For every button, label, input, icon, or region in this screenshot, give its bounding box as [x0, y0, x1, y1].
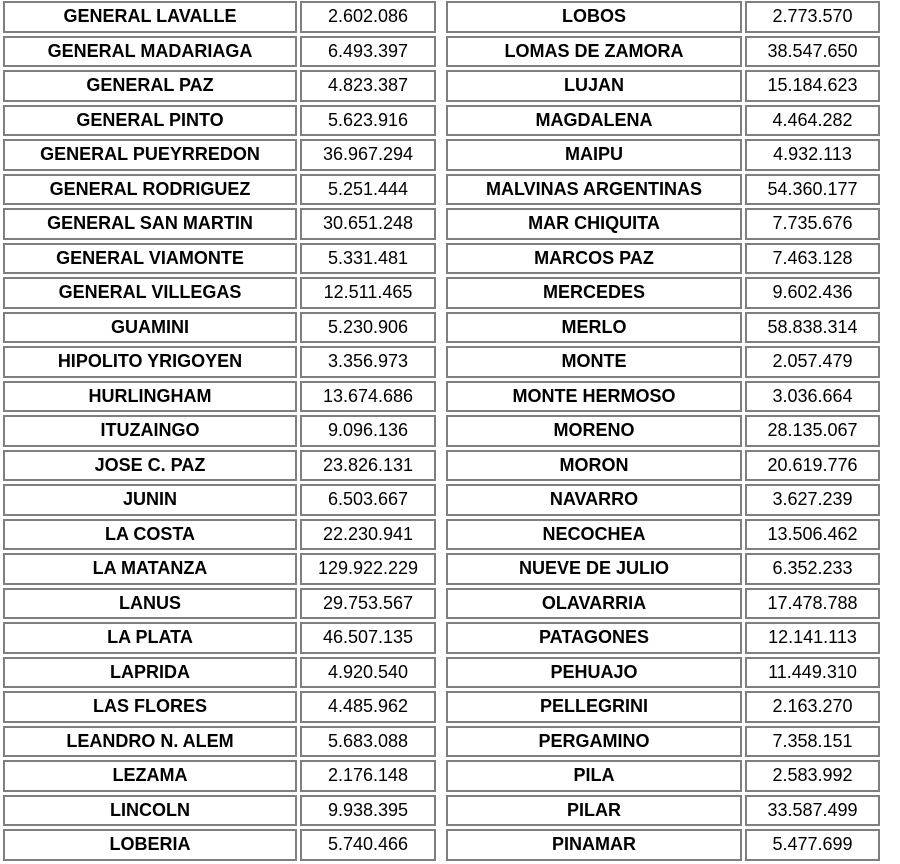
table-row	[3, 105, 436, 137]
table-row	[446, 622, 880, 654]
amount-cell: 5.477.699	[745, 829, 880, 861]
municipality-name-cell: GENERAL VIAMONTE	[3, 243, 297, 275]
municipality-name-cell: MONTE HERMOSO	[446, 381, 742, 413]
table-right-body	[446, 1, 880, 861]
amount-cell: 12.141.113	[745, 622, 880, 654]
municipality-name-cell: PERGAMINO	[446, 726, 742, 758]
amount-cell: 38.547.650	[745, 36, 880, 68]
municipality-name-cell: GENERAL PAZ	[3, 70, 297, 102]
amount-cell: 5.623.916	[300, 105, 436, 137]
amount-cell: 23.826.131	[300, 450, 436, 482]
municipality-name-cell: MAGDALENA	[446, 105, 742, 137]
amount-cell: 7.735.676	[745, 208, 880, 240]
municipality-name-cell: LOBERIA	[3, 829, 297, 861]
amount-cell: 2.176.148	[300, 760, 436, 792]
table-row	[446, 760, 880, 792]
table-row	[446, 415, 880, 447]
amount-cell: 6.493.397	[300, 36, 436, 68]
table-row	[446, 36, 880, 68]
municipality-name-cell: MALVINAS ARGENTINAS	[446, 174, 742, 206]
table-row	[3, 243, 436, 275]
table-row	[446, 691, 880, 723]
amount-cell: 2.773.570	[745, 1, 880, 33]
municipality-name-cell: LINCOLN	[3, 795, 297, 827]
table-row	[3, 381, 436, 413]
municipality-name-cell: JUNIN	[3, 484, 297, 516]
table-row	[3, 174, 436, 206]
table-row	[3, 622, 436, 654]
table-row	[446, 346, 880, 378]
amount-cell: 3.627.239	[745, 484, 880, 516]
table-row	[446, 208, 880, 240]
municipality-name-cell: GENERAL PUEYRREDON	[3, 139, 297, 171]
amount-cell: 5.740.466	[300, 829, 436, 861]
table-row	[3, 484, 436, 516]
table-row	[3, 726, 436, 758]
amount-cell: 17.478.788	[745, 588, 880, 620]
municipality-name-cell: NUEVE DE JULIO	[446, 553, 742, 585]
municipality-name-cell: LOMAS DE ZAMORA	[446, 36, 742, 68]
municipality-name-cell: GENERAL VILLEGAS	[3, 277, 297, 309]
amount-cell: 36.967.294	[300, 139, 436, 171]
table-row	[3, 70, 436, 102]
table-row	[3, 277, 436, 309]
municipality-name-cell: MAIPU	[446, 139, 742, 171]
amount-cell: 22.230.941	[300, 519, 436, 551]
table-row	[446, 588, 880, 620]
municipality-name-cell: PEHUAJO	[446, 657, 742, 689]
table-row	[446, 795, 880, 827]
amount-cell: 2.163.270	[745, 691, 880, 723]
amount-cell: 4.485.962	[300, 691, 436, 723]
amount-cell: 5.683.088	[300, 726, 436, 758]
amount-cell: 4.932.113	[745, 139, 880, 171]
municipality-name-cell: PELLEGRINI	[446, 691, 742, 723]
amount-cell: 129.922.229	[300, 553, 436, 585]
amount-cell: 5.251.444	[300, 174, 436, 206]
table-row	[446, 519, 880, 551]
table-row	[3, 36, 436, 68]
table-row	[446, 277, 880, 309]
table-row	[3, 691, 436, 723]
municipality-name-cell: MERCEDES	[446, 277, 742, 309]
municipality-name-cell: LA PLATA	[3, 622, 297, 654]
amount-cell: 6.352.233	[745, 553, 880, 585]
table-row	[446, 70, 880, 102]
amount-cell: 3.356.973	[300, 346, 436, 378]
amount-cell: 9.602.436	[745, 277, 880, 309]
amount-cell: 4.920.540	[300, 657, 436, 689]
municipality-name-cell: NAVARRO	[446, 484, 742, 516]
amount-cell: 12.511.465	[300, 277, 436, 309]
table-row	[446, 553, 880, 585]
amount-cell: 2.583.992	[745, 760, 880, 792]
amount-cell: 6.503.667	[300, 484, 436, 516]
table-row	[3, 519, 436, 551]
table-row	[446, 312, 880, 344]
municipality-name-cell: PILA	[446, 760, 742, 792]
municipality-name-cell: GENERAL MADARIAGA	[3, 36, 297, 68]
table-row	[446, 1, 880, 33]
amount-cell: 9.938.395	[300, 795, 436, 827]
amount-cell: 29.753.567	[300, 588, 436, 620]
table-row	[3, 657, 436, 689]
municipality-name-cell: LA MATANZA	[3, 553, 297, 585]
municipality-name-cell: LAPRIDA	[3, 657, 297, 689]
municipality-name-cell: GENERAL LAVALLE	[3, 1, 297, 33]
amount-cell: 2.057.479	[745, 346, 880, 378]
municipality-name-cell: HURLINGHAM	[3, 381, 297, 413]
table-row	[3, 139, 436, 171]
table-row	[3, 346, 436, 378]
municipality-name-cell: MORENO	[446, 415, 742, 447]
table-row	[3, 760, 436, 792]
table-row	[446, 243, 880, 275]
table-row	[446, 484, 880, 516]
amount-cell: 3.036.664	[745, 381, 880, 413]
municipality-name-cell: GENERAL PINTO	[3, 105, 297, 137]
municipality-name-cell: NECOCHEA	[446, 519, 742, 551]
table-row	[446, 381, 880, 413]
amount-cell: 20.619.776	[745, 450, 880, 482]
table-left-half	[0, 0, 439, 864]
table-right-half	[443, 0, 883, 864]
municipality-name-cell: LEANDRO N. ALEM	[3, 726, 297, 758]
municipality-name-cell: ITUZAINGO	[3, 415, 297, 447]
table-left-body	[3, 1, 436, 861]
municipality-name-cell: LUJAN	[446, 70, 742, 102]
municipality-name-cell: GENERAL SAN MARTIN	[3, 208, 297, 240]
municipality-name-cell: MARCOS PAZ	[446, 243, 742, 275]
table-row	[446, 105, 880, 137]
municipality-name-cell: LOBOS	[446, 1, 742, 33]
table-row	[446, 450, 880, 482]
table-row	[3, 312, 436, 344]
municipality-name-cell: HIPOLITO YRIGOYEN	[3, 346, 297, 378]
amount-cell: 9.096.136	[300, 415, 436, 447]
municipality-name-cell: GENERAL RODRIGUEZ	[3, 174, 297, 206]
amount-cell: 46.507.135	[300, 622, 436, 654]
amount-cell: 13.674.686	[300, 381, 436, 413]
amount-cell: 33.587.499	[745, 795, 880, 827]
table-row	[3, 450, 436, 482]
table-row	[3, 588, 436, 620]
amount-cell: 4.823.387	[300, 70, 436, 102]
municipality-name-cell: LAS FLORES	[3, 691, 297, 723]
municipality-name-cell: GUAMINI	[3, 312, 297, 344]
amount-cell: 2.602.086	[300, 1, 436, 33]
municipality-name-cell: MERLO	[446, 312, 742, 344]
amount-cell: 13.506.462	[745, 519, 880, 551]
municipality-name-cell: MORON	[446, 450, 742, 482]
municipality-name-cell: MAR CHIQUITA	[446, 208, 742, 240]
table-row	[3, 1, 436, 33]
table-row	[446, 174, 880, 206]
municipality-name-cell: PILAR	[446, 795, 742, 827]
municipality-name-cell: LA COSTA	[3, 519, 297, 551]
municipality-name-cell: PINAMAR	[446, 829, 742, 861]
amount-cell: 11.449.310	[745, 657, 880, 689]
amount-cell: 7.463.128	[745, 243, 880, 275]
amount-cell: 54.360.177	[745, 174, 880, 206]
municipality-name-cell: JOSE C. PAZ	[3, 450, 297, 482]
amount-cell: 5.230.906	[300, 312, 436, 344]
table-row	[446, 139, 880, 171]
amount-cell: 4.464.282	[745, 105, 880, 137]
table-row	[3, 795, 436, 827]
table-row	[446, 657, 880, 689]
amount-cell: 30.651.248	[300, 208, 436, 240]
amount-cell: 28.135.067	[745, 415, 880, 447]
table-row	[446, 726, 880, 758]
municipality-name-cell: LANUS	[3, 588, 297, 620]
municipality-name-cell: PATAGONES	[446, 622, 742, 654]
amount-cell: 58.838.314	[745, 312, 880, 344]
amount-cell: 5.331.481	[300, 243, 436, 275]
table-row	[3, 415, 436, 447]
municipality-name-cell: LEZAMA	[3, 760, 297, 792]
amount-cell: 15.184.623	[745, 70, 880, 102]
table-row	[3, 553, 436, 585]
municipality-name-cell: OLAVARRIA	[446, 588, 742, 620]
table-row	[3, 208, 436, 240]
amount-cell: 7.358.151	[745, 726, 880, 758]
municipality-name-cell: MONTE	[446, 346, 742, 378]
